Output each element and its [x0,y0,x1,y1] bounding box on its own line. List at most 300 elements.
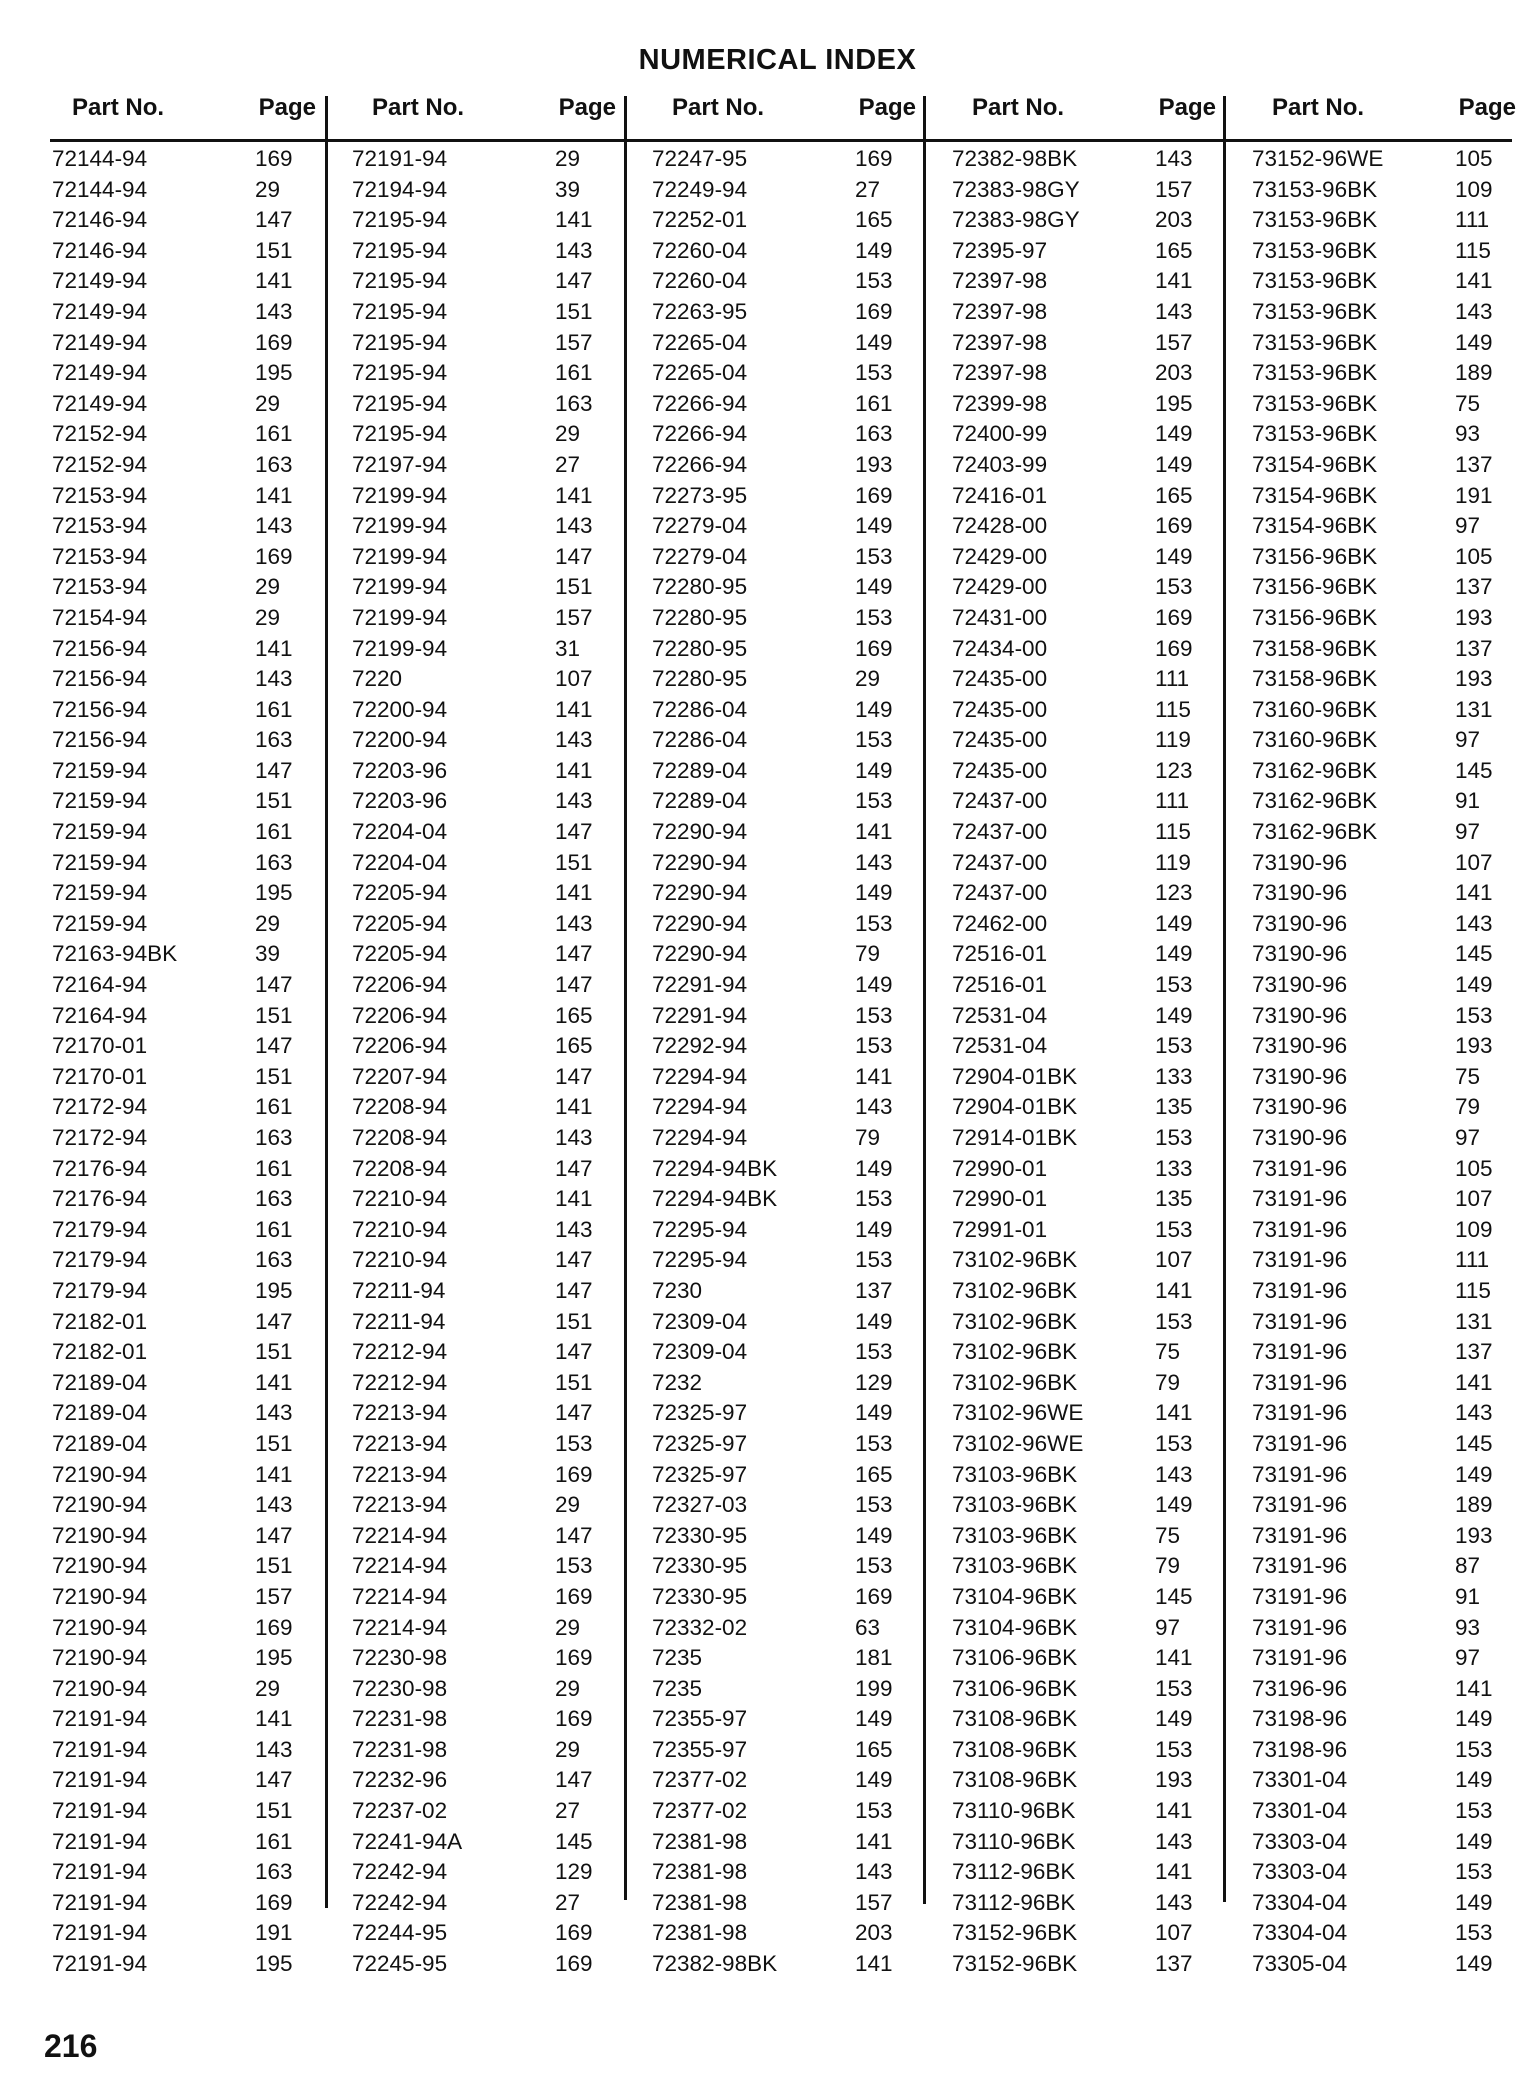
page-reference: 169 [1155,513,1193,539]
part-number: 73191-96 [1252,1583,1348,1609]
index-row [950,1215,1250,1246]
page-reference: 141 [555,1186,593,1212]
index-row [950,1796,1250,1827]
part-number: 72208-94 [352,1094,448,1120]
part-number: 72434-00 [952,635,1048,661]
part-number: 72332-02 [652,1614,748,1640]
page-reference: 169 [555,1920,593,1946]
part-number: 72294-94 [652,1063,748,1089]
index-row [50,1827,350,1858]
index-row [1250,695,1530,726]
index-row [650,909,950,940]
index-row [50,1001,350,1032]
index-row [350,419,650,450]
part-number: 73190-96 [1252,849,1348,875]
page-reference: 145 [1455,941,1493,967]
part-number: 72325-97 [652,1430,748,1456]
part-number: 73191-96 [1252,1277,1348,1303]
column-header [50,92,350,136]
index-column-2 [350,92,650,1977]
page-reference: 169 [555,1583,593,1609]
page-reference: 143 [1155,298,1193,324]
header-rule [50,139,1512,142]
index-row [1250,144,1530,175]
page-reference: 105 [1455,543,1493,569]
index-row [1250,511,1530,542]
index-row [50,328,350,359]
page-reference: 141 [1155,1277,1193,1303]
page-reference: 191 [1455,482,1493,508]
part-number: 73102-96WE [952,1430,1084,1456]
index-row [950,1521,1250,1552]
page-reference: 153 [855,788,893,814]
page-reference: 29 [255,574,281,600]
page-reference: 119 [1155,727,1191,753]
page-reference: 143 [1155,1889,1193,1915]
index-row [950,542,1250,573]
page-reference: 79 [1155,1553,1181,1579]
index-row [1250,1062,1530,1093]
index-row [950,1551,1250,1582]
part-number: 72195-94 [352,421,448,447]
page-reference: 79 [1155,1369,1181,1395]
index-row [50,358,350,389]
part-no-header: Part No. [372,94,465,121]
part-number: 7235 [652,1645,703,1671]
part-number: 72179-94 [52,1216,148,1242]
page-reference: 153 [855,360,893,386]
part-number: 73303-04 [1252,1859,1348,1885]
page-reference: 149 [1455,1767,1493,1793]
part-number: 72280-95 [652,604,748,630]
page-reference: 149 [1455,329,1493,355]
part-number: 72286-04 [652,696,748,722]
index-row [50,909,350,940]
index-row [350,1307,650,1338]
index-row [350,1001,650,1032]
part-number: 73191-96 [1252,1369,1348,1395]
page-reference: 153 [1155,972,1193,998]
part-number: 7220 [352,666,403,692]
page-reference: 27 [555,451,581,477]
page-reference: 161 [255,696,293,722]
index-row [350,1062,650,1093]
page-header: Page [558,94,616,121]
page-reference: 163 [255,451,293,477]
page-reference: 141 [1155,1645,1193,1671]
index-row [950,756,1250,787]
part-number: 73153-96BK [1252,207,1378,233]
part-number: 73152-96BK [952,1920,1078,1946]
index-row [1250,1307,1530,1338]
part-number: 72156-94 [52,666,148,692]
page-reference: 161 [255,1828,293,1854]
page-reference: 143 [1155,1828,1193,1854]
index-row [950,1827,1250,1858]
part-number: 72159-94 [52,819,148,845]
page-reference: 153 [1155,1033,1193,1059]
part-number: 72190-94 [52,1522,148,1548]
part-number: 72382-98BK [652,1951,778,1977]
index-row [1250,175,1530,206]
page-reference: 149 [1455,1951,1493,1977]
part-number: 73153-96BK [1252,329,1378,355]
page-reference: 163 [255,1125,293,1150]
index-row [50,664,350,695]
index-row [350,358,650,389]
page-reference: 137 [1455,1339,1493,1365]
index-row [350,848,650,879]
index-row [50,848,350,879]
index-row [950,1307,1250,1338]
part-number: 72280-95 [652,635,748,661]
index-rows [350,144,650,1980]
part-number: 72309-04 [652,1308,748,1334]
index-row [1250,1245,1530,1276]
page-reference: 91 [1455,1583,1481,1609]
part-number: 72199-94 [352,635,448,661]
page-reference: 75 [1155,1522,1181,1548]
page-reference: 147 [555,1339,593,1365]
index-row [350,603,650,634]
page-reference: 141 [555,757,593,783]
page-reference: 29 [555,146,581,171]
page-reference: 151 [555,1369,593,1395]
part-number: 72191-94 [52,1951,148,1977]
page-reference: 151 [255,1798,293,1824]
index-row [1250,1765,1530,1796]
part-number: 72294-94BK [652,1155,778,1181]
index-row [50,389,350,420]
page-reference: 169 [555,1645,593,1671]
page-reference: 149 [1155,1492,1193,1518]
page-reference: 161 [555,360,593,386]
index-row [650,389,950,420]
index-row [1250,664,1530,695]
page-reference: 143 [555,1125,593,1150]
part-number: 72208-94 [352,1125,448,1150]
page-reference: 143 [255,1400,293,1426]
index-row [50,297,350,328]
page-reference: 151 [255,1002,293,1028]
index-row [950,389,1250,420]
page-reference: 147 [555,1155,593,1181]
part-number: 72194-94 [352,176,448,202]
page-reference: 97 [1455,819,1481,845]
index-row [650,786,950,817]
page-reference: 193 [1455,1522,1493,1548]
part-number: 73106-96BK [952,1645,1078,1671]
part-number: 72266-94 [652,451,748,477]
part-number: 72204-04 [352,849,448,875]
page-reference: 137 [855,1277,893,1303]
index-row [1250,725,1530,756]
index-row [950,1888,1250,1919]
page-reference: 153 [555,1430,593,1456]
index-row [350,1154,650,1185]
part-number: 72292-94 [652,1033,748,1059]
part-number: 73191-96 [1252,1308,1348,1334]
part-number: 73104-96BK [952,1614,1078,1640]
index-row [1250,1674,1530,1705]
part-number: 72214-94 [352,1522,448,1548]
part-number: 72381-98 [652,1828,748,1854]
part-number: 72435-00 [952,696,1048,722]
part-number: 72190-94 [52,1492,148,1518]
page-reference: 97 [1455,1125,1481,1150]
part-number: 72189-04 [52,1400,148,1426]
part-number: 72213-94 [352,1461,448,1487]
part-number: 72191-94 [352,146,448,171]
part-number: 72211-94 [352,1277,446,1303]
page-reference: 149 [855,696,893,722]
index-row [1250,1154,1530,1185]
part-number: 73103-96BK [952,1461,1078,1487]
index-row [350,1368,650,1399]
part-number: 72382-98BK [952,146,1078,171]
part-number: 72191-94 [52,1767,148,1793]
part-number: 72990-01 [952,1186,1048,1212]
index-row [50,756,350,787]
page-reference: 147 [255,1767,293,1793]
page-reference: 169 [855,298,893,324]
part-number: 72153-94 [52,482,148,508]
index-row [350,878,650,909]
page-reference: 149 [855,1216,893,1242]
index-row [50,1551,350,1582]
part-number: 72266-94 [652,421,748,447]
index-row [950,1582,1250,1613]
part-number: 72206-94 [352,972,448,998]
page-reference: 153 [1155,1430,1193,1456]
page-reference: 141 [855,1951,893,1977]
page-reference: 143 [1155,146,1193,171]
index-row [1250,1949,1530,1980]
column-divider [1223,96,1226,1902]
part-number: 72172-94 [52,1094,148,1120]
index-row [650,1857,950,1888]
part-number: 72242-94 [352,1889,448,1915]
page-reference: 153 [855,1492,893,1518]
index-row [650,848,950,879]
page-reference: 137 [1155,1951,1193,1977]
page-reference: 147 [255,972,293,998]
part-number: 72397-98 [952,298,1048,324]
part-number: 72290-94 [652,910,748,936]
index-row [650,970,950,1001]
part-number: 73108-96BK [952,1706,1078,1732]
index-row [1250,970,1530,1001]
index-row [650,695,950,726]
page-reference: 203 [1155,207,1193,233]
page-reference: 141 [1455,1675,1493,1701]
page-reference: 193 [1155,1767,1193,1793]
index-row [350,1092,650,1123]
page-reference: 169 [255,146,293,171]
index-row [1250,572,1530,603]
part-number: 72191-94 [52,1736,148,1762]
index-row [950,1031,1250,1062]
page-reference: 195 [255,1951,293,1977]
part-number: 72400-99 [952,421,1048,447]
index-row [1250,1490,1530,1521]
index-row [1250,1184,1530,1215]
index-row [1250,481,1530,512]
page-reference: 131 [1455,696,1493,722]
page-reference: 153 [855,1186,893,1212]
index-row [350,725,650,756]
page-reference: 157 [1155,176,1193,202]
index-row [50,175,350,206]
part-number: 72431-00 [952,604,1048,630]
page-reference: 29 [555,1675,581,1701]
index-row [1250,909,1530,940]
part-number: 72914-01BK [952,1125,1078,1150]
page-reference: 163 [255,1186,293,1212]
index-row [350,328,650,359]
page-reference: 169 [255,1889,293,1915]
index-row [950,695,1250,726]
page-reference: 141 [555,880,593,906]
index-row [1250,603,1530,634]
page-reference: 79 [1455,1094,1481,1120]
part-number: 72153-94 [52,513,148,539]
page-reference: 153 [855,727,893,753]
part-number: 73301-04 [1252,1767,1348,1793]
page-reference: 141 [255,1461,293,1487]
part-number: 72213-94 [352,1430,448,1456]
page-reference: 149 [1155,941,1193,967]
page-reference: 203 [1155,360,1193,386]
page-reference: 151 [255,1430,293,1456]
page-reference: 149 [855,574,893,600]
page-reference: 143 [255,1492,293,1518]
page-reference: 153 [1155,1675,1193,1701]
page-reference: 75 [1155,1339,1181,1365]
page-reference: 29 [555,1736,581,1762]
column-header [950,92,1250,136]
page-reference: 75 [1455,390,1481,416]
index-row [350,1245,650,1276]
part-number: 72252-01 [652,207,748,233]
index-row [1250,1857,1530,1888]
page-reference: 79 [855,941,881,967]
page-reference: 161 [255,1094,293,1120]
part-number: 72397-98 [952,268,1048,294]
part-number: 72206-94 [352,1002,448,1028]
index-row [650,1827,950,1858]
part-number: 72232-96 [352,1767,448,1793]
part-number: 72205-94 [352,910,448,936]
part-number: 73102-96BK [952,1308,1078,1334]
index-row [950,205,1250,236]
page-reference: 145 [1455,1430,1493,1456]
page-reference: 169 [855,1583,893,1609]
index-row [950,1245,1250,1276]
index-row [650,1735,950,1766]
index-row [950,1398,1250,1429]
page-reference: 153 [855,1033,893,1059]
page-reference: 195 [255,880,293,906]
index-row [650,419,950,450]
part-number: 72199-94 [352,482,448,508]
part-number: 72435-00 [952,727,1048,753]
index-row [950,358,1250,389]
part-number: 73190-96 [1252,1063,1348,1089]
page-reference: 165 [855,1736,893,1762]
part-number: 72286-04 [652,727,748,753]
index-row [650,205,950,236]
part-number: 72164-94 [52,972,148,998]
page-reference: 31 [555,635,581,661]
index-row [950,817,1250,848]
part-number: 72230-98 [352,1675,448,1701]
page-reference: 149 [1155,910,1193,936]
index-row [1250,939,1530,970]
index-row [50,786,350,817]
index-row [350,1582,650,1613]
index-row [650,725,950,756]
page-reference: 153 [1455,1798,1493,1824]
part-number: 72290-94 [652,849,748,875]
index-row [1250,1123,1530,1154]
index-row [350,1490,650,1521]
index-row [950,1001,1250,1032]
index-row [1250,1827,1530,1858]
page-reference: 149 [855,757,893,783]
part-number: 72149-94 [52,329,148,355]
page-reference: 143 [555,513,593,539]
index-row [1250,328,1530,359]
index-row [50,1888,350,1919]
index-row [1250,1704,1530,1735]
part-number: 72291-94 [652,1002,748,1028]
part-number: 72189-04 [52,1430,148,1456]
index-row [350,909,650,940]
index-row [1250,817,1530,848]
page-reference: 149 [855,1522,893,1548]
part-number: 72182-01 [52,1308,148,1334]
index-row [950,939,1250,970]
page-reference: 151 [555,298,593,324]
index-row [350,756,650,787]
index-row [50,725,350,756]
index-row [50,970,350,1001]
page-reference: 153 [855,1553,893,1579]
index-row [50,1123,350,1154]
part-number: 72289-04 [652,757,748,783]
part-number: 73191-96 [1252,1339,1348,1365]
index-row [950,1368,1250,1399]
part-number: 72199-94 [352,543,448,569]
index-row [350,1796,650,1827]
page-reference: 153 [1155,1736,1193,1762]
page-reference: 153 [1455,1920,1493,1946]
page-reference: 145 [1455,757,1493,783]
page-reference: 109 [1455,1216,1493,1242]
part-number: 73158-96BK [1252,635,1378,661]
part-number: 73191-96 [1252,1553,1348,1579]
index-row [350,1031,650,1062]
index-row [50,511,350,542]
page-reference: 195 [255,1645,293,1671]
index-row [350,1215,650,1246]
index-row [350,266,650,297]
page-reference: 157 [255,1583,293,1609]
index-row [1250,236,1530,267]
index-column-4 [950,92,1250,1977]
index-row [50,236,350,267]
